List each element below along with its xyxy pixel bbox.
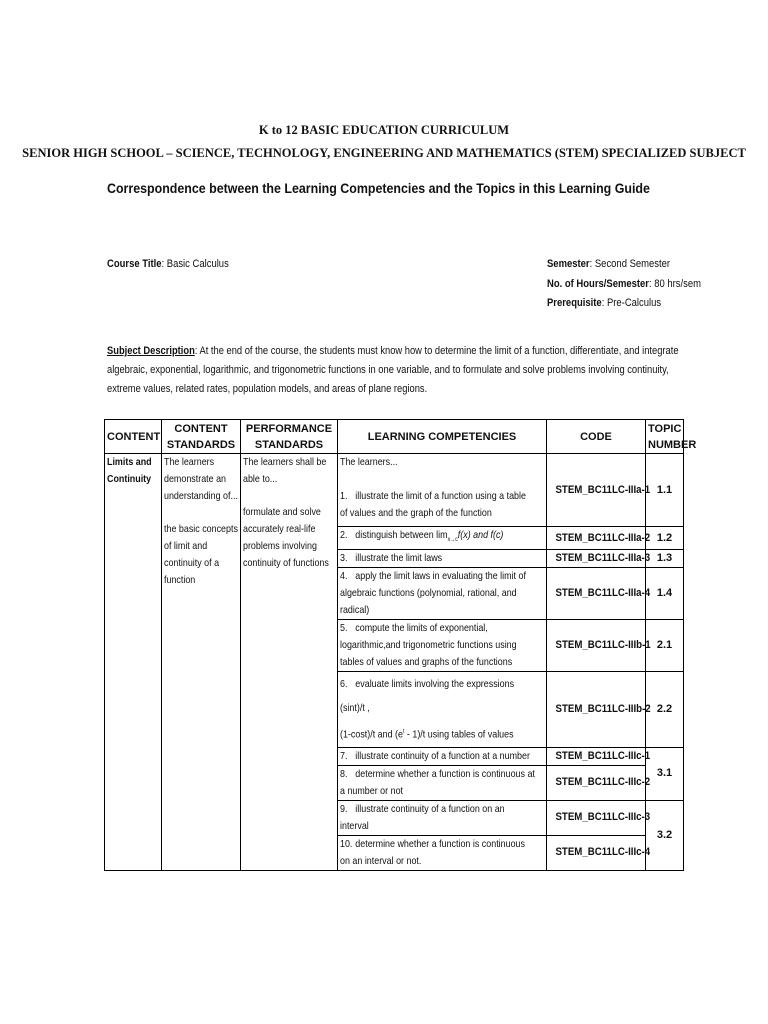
curriculum-title: K to 12 BASIC EDUCATION CURRICULUM	[258, 123, 510, 137]
code-cell: STEM_BC11LC-IIIa-2	[547, 527, 646, 550]
competency-cell: 5. compute the limits of exponential, logarithmic,and trigonometric functions using tables of values and graphs of the functions	[338, 620, 547, 672]
header-topic-number: TOPIC NUMBER	[646, 420, 684, 454]
table-header-row	[105, 420, 684, 454]
prerequisite	[547, 297, 661, 309]
competency-cell: 7. illustrate continuity of a function at a number	[338, 747, 547, 765]
code-cell: STEM_BC11LC-IIIc-1	[547, 747, 646, 765]
course-title	[107, 258, 229, 270]
competency-cell	[338, 454, 547, 527]
semester-label: Semester	[547, 258, 590, 270]
competency-cell: 9. illustrate continuity of a function on an interval	[338, 800, 547, 835]
competency-cell: 10. determine whether a function is continuous on an interval or not.	[338, 835, 547, 870]
content-standards-body: the basic concepts of limit and continuity of a function	[164, 523, 238, 586]
code-cell: STEM_BC11LC-IIIc-2	[547, 765, 646, 800]
header-learning-competencies: LEARNING COMPETENCIES	[338, 420, 547, 454]
topic-cell: 2.2	[646, 672, 684, 748]
table-row	[105, 454, 684, 527]
competency-table	[104, 419, 697, 871]
hours-value: : 80 hrs/sem	[648, 278, 702, 290]
topic-cell: 1.3	[646, 550, 684, 568]
code-cell: STEM_BC11LC-IIIa-4	[547, 568, 646, 620]
topic-cell: 1.1	[646, 454, 684, 527]
competency-number: 1.	[340, 490, 348, 502]
prerequisite-value: : Pre-Calculus	[601, 297, 662, 309]
content-standards-cell	[162, 454, 241, 871]
performance-standards-body: formulate and solve accurately real-life problems involving continuity of functions	[243, 506, 329, 569]
header-code: CODE	[547, 420, 646, 454]
code-cell: STEM_BC11LC-IIIc-3	[547, 800, 646, 835]
subject-description-text: : At the end of the course, the students must know how to determine the limit of a function, differentiate, and integrate algebraic, exponential, logarithmic, and trigonometric functions in one variable, and to formulate and solve problems involving continuity, extreme values, related rates, population models, and areas of plane regions.	[107, 345, 679, 395]
competency-cell: 3. illustrate the limit laws	[338, 550, 547, 568]
header-performance-standards: PERFORMANCE STANDARDS	[241, 420, 338, 454]
code-cell: STEM_BC11LC-IIIa-1	[547, 454, 646, 527]
code-cell: STEM_BC11LC-IIIb-2	[547, 672, 646, 748]
curriculum-subtitle: SENIOR HIGH SCHOOL – SCIENCE, TECHNOLOGY, ENGINEERING AND MATHEMATICS (STEM) SPECIALIZED SUBJECT	[22, 146, 746, 160]
code-cell: STEM_BC11LC-IIIa-3	[547, 550, 646, 568]
content-cell	[105, 454, 162, 871]
performance-standards-cell	[241, 454, 338, 871]
subject-description-label: Subject Description	[107, 345, 195, 357]
header-content-standards: CONTENT STANDARDS	[162, 420, 241, 454]
competency-cell: 2. distinguish between $\lim_{x\to c}f(x)$ and f(c)	[338, 527, 547, 550]
topic-cell: 3.1	[646, 747, 684, 800]
performance-standards-intro: The learners shall be able to...	[243, 456, 327, 485]
header-content: CONTENT	[105, 420, 162, 454]
content-text: Limits and Continuity	[107, 456, 152, 485]
code-cell: STEM_BC11LC-IIIc-4	[547, 835, 646, 870]
course-title-label: Course Title	[107, 258, 162, 270]
semester	[547, 258, 670, 270]
content-standards-intro: The learners demonstrate an understanding of...	[164, 456, 238, 502]
hours	[547, 278, 701, 290]
competency-cell: 4. apply the limit laws in evaluating the limit of algebraic functions (polynomial, rational, and radical)	[338, 568, 547, 620]
code-cell: STEM_BC11LC-IIIb-1	[547, 620, 646, 672]
subject-description	[107, 342, 685, 399]
topic-cell: 1.4	[646, 568, 684, 620]
competency-cell: 6. evaluate limits involving the expressions (sint)/t , (1-cost)/t and $(e^t - 1)/t$ using tables of values	[338, 672, 547, 748]
competency-cell: 8. determine whether a function is continuous at a number or not	[338, 765, 547, 800]
competency-text: illustrate the limit of a function using a table of values and the graph of the function	[340, 490, 526, 519]
topic-cell: 2.1	[646, 620, 684, 672]
topic-cell: 3.2	[646, 800, 684, 870]
document-heading: Correspondence between the Learning Competencies and the Topics in this Learning Guide	[107, 181, 650, 196]
topic-cell: 1.2	[646, 527, 684, 550]
course-title-value: : Basic Calculus	[161, 258, 229, 270]
competencies-intro: The learners...	[340, 456, 398, 468]
hours-label: No. of Hours/Semester	[547, 278, 649, 290]
semester-value: : Second Semester	[589, 258, 671, 270]
prerequisite-label: Prerequisite	[547, 297, 602, 309]
